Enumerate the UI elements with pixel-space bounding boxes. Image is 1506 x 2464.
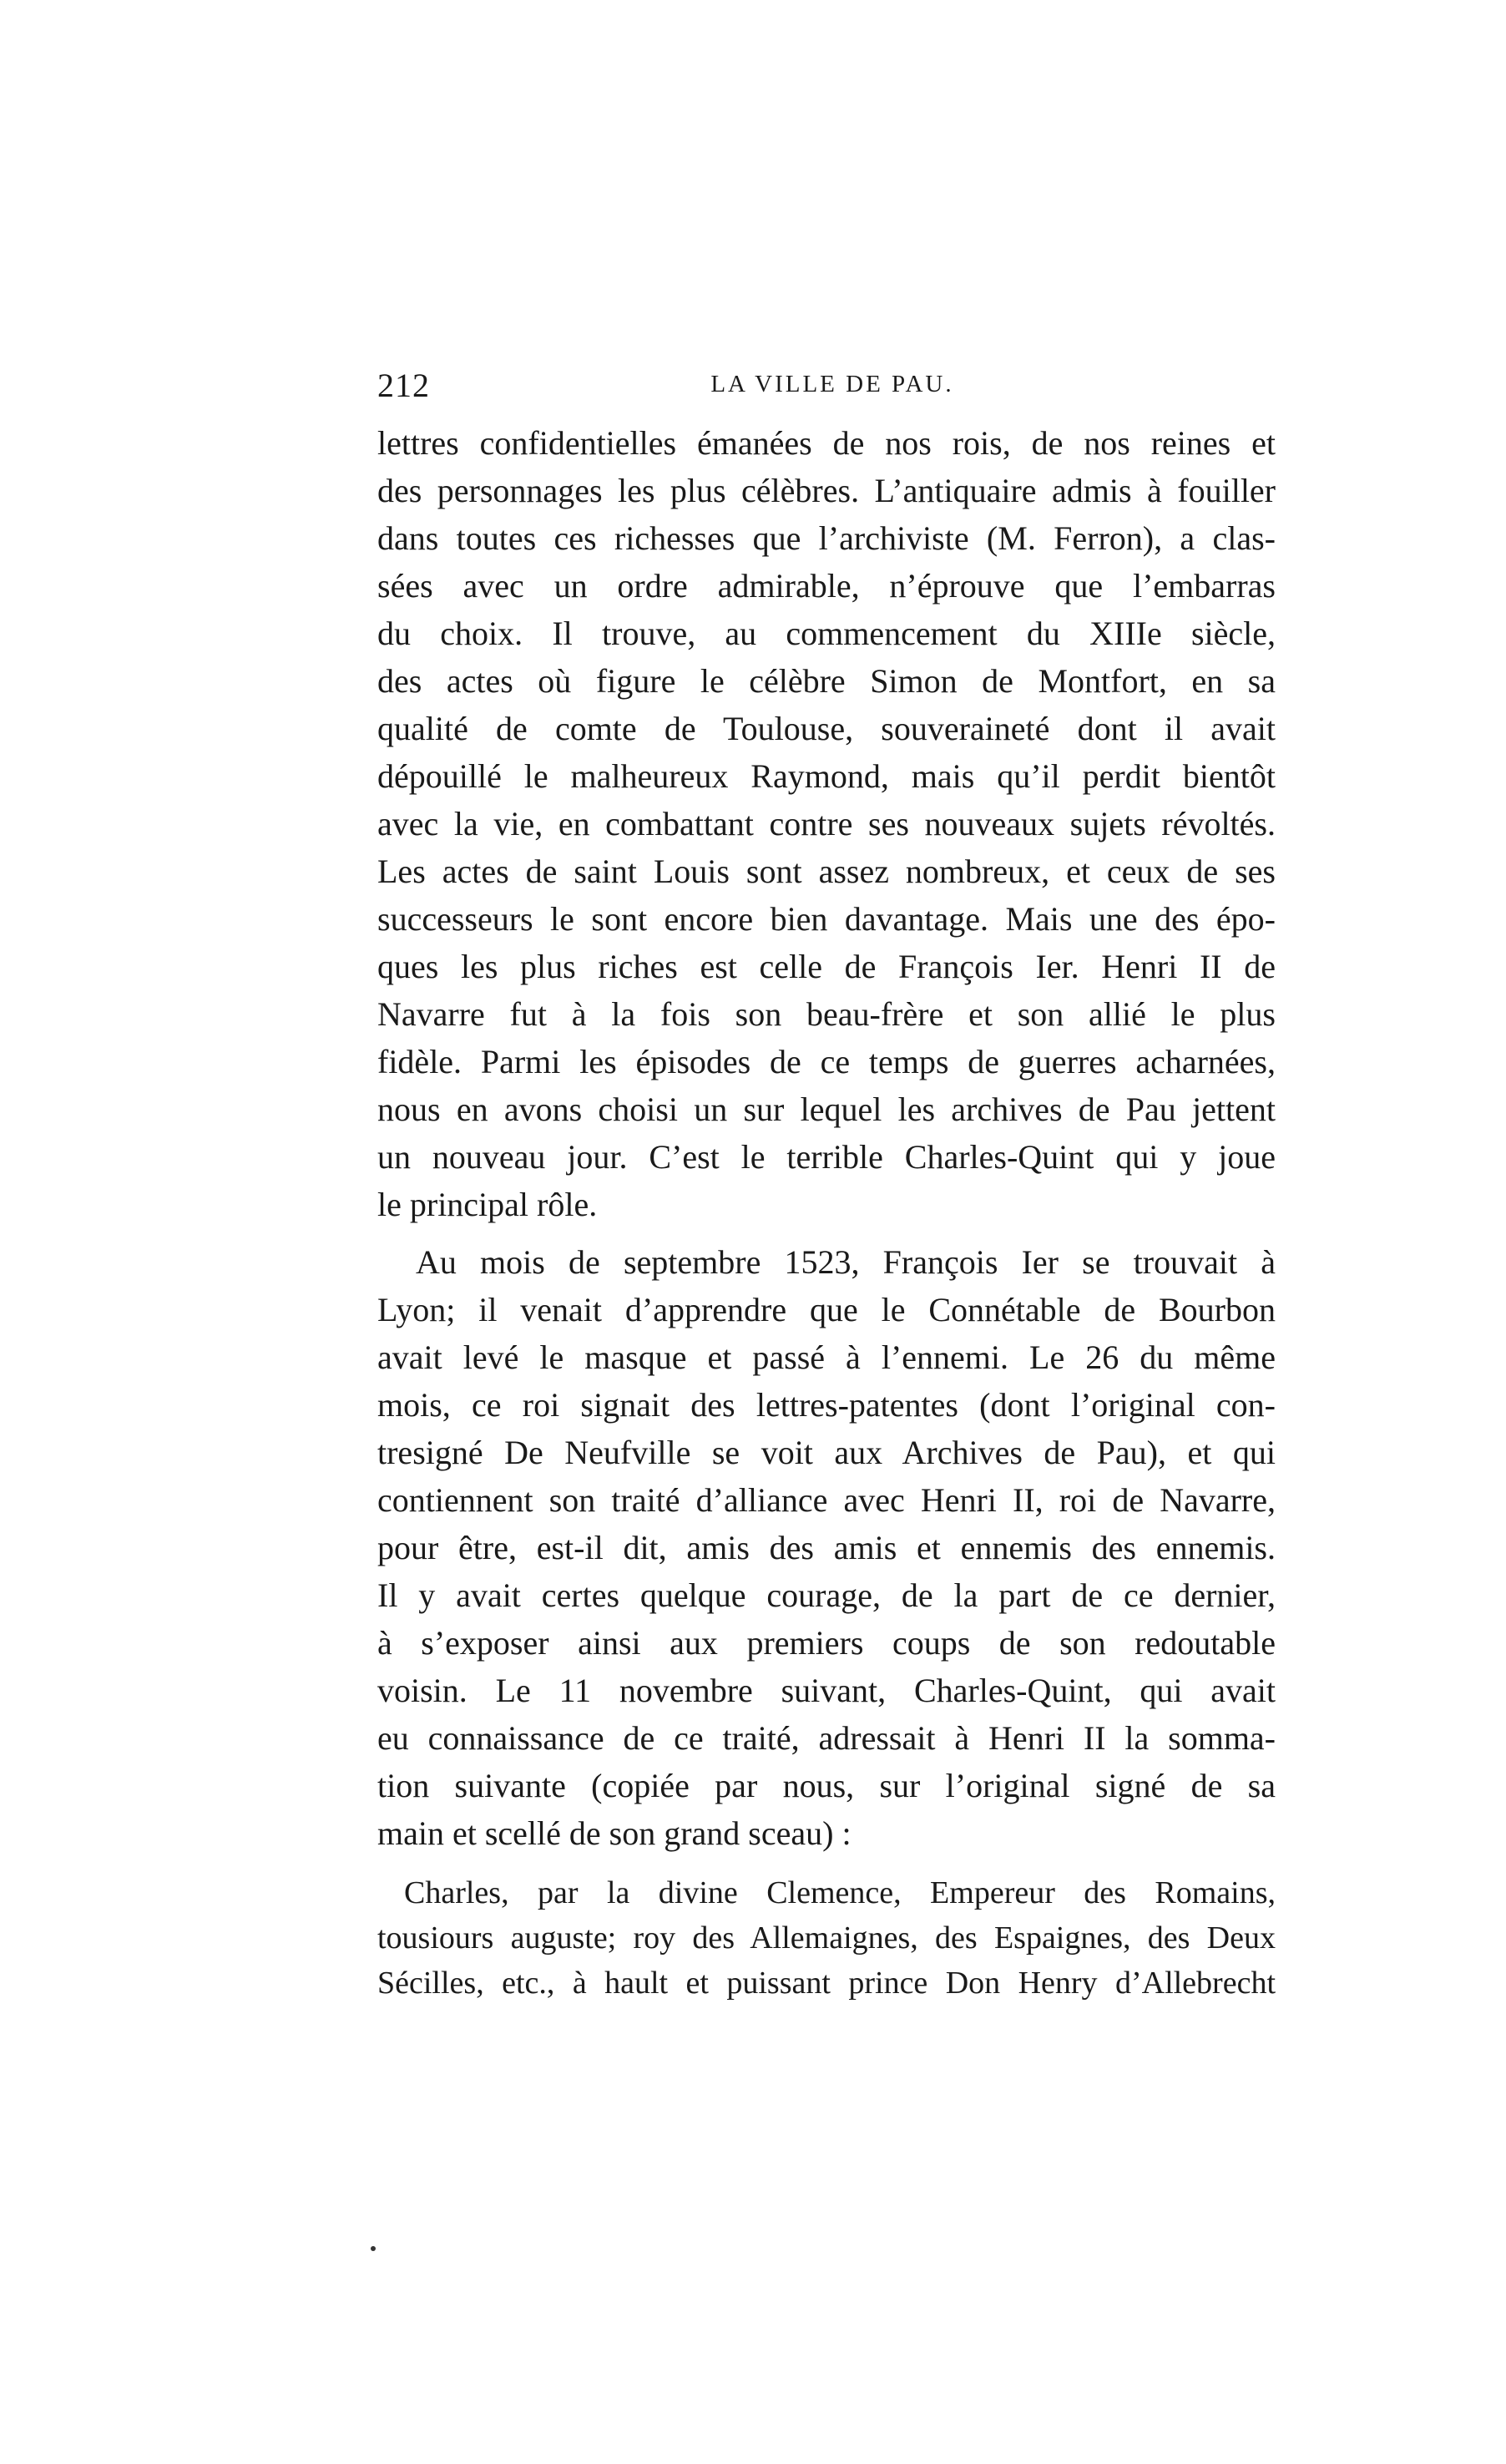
quote-line: tousiours auguste; roy des Allemaignes, des Espaignes, des Deux (377, 1920, 1276, 1956)
text-line: Les actes de saint Louis sont assez nombreux, et ceux de ses (377, 853, 1276, 890)
text-line: Il y avait certes quelque courage, de la part de ce dernier, (377, 1576, 1276, 1614)
text-line: le principal rôle. (377, 1186, 598, 1223)
text-line: voisin. Le 11 novembre suivant, Charles-Quint, qui avait (377, 1672, 1276, 1709)
quote-line: Charles, par la divine Clemence, Empereur des Romains, (404, 1875, 1276, 1910)
text-line: sées avec un ordre admirable, n’éprouve que l’embarras (377, 567, 1276, 605)
quoted-letter (377, 1870, 1276, 2006)
text-line: eu connaissance de ce traité, adressait à Henri II la somma- (377, 1719, 1276, 1757)
quote-spacer (377, 1857, 1276, 1870)
text-line: Au mois de septembre 1523, François Ier se trouvait à (416, 1243, 1276, 1281)
text-line: nous en avons choisi un sur lequel les archives de Pau jettent (377, 1090, 1276, 1128)
text-line: à s’exposer ainsi aux premiers coups de son redoutable (377, 1624, 1276, 1662)
text-line: main et scellé de son grand sceau) : (377, 1814, 852, 1852)
text-line: avec la vie, en combattant contre ses nouveaux sujets révoltés. (377, 805, 1276, 842)
text-line: lettres confidentielles émanées de nos rois, de nos reines et (377, 424, 1276, 462)
text-line: des personnages les plus célèbres. L’antiquaire admis à fouiller (377, 472, 1276, 509)
text-line: un nouveau jour. C’est le terrible Charles-Quint qui y joue (377, 1138, 1276, 1176)
text-line: tresigné De Neufville se voit aux Archives de Pau), et qui (377, 1434, 1276, 1471)
page-number: 212 (377, 367, 430, 404)
text-line: ques les plus riches est celle de François Ier. Henri II de (377, 948, 1276, 985)
text-line: Navarre fut à la fois son beau-frère et son allié le plus (377, 995, 1276, 1033)
text-line: successeurs le sont encore bien davantage. Mais une des épo- (377, 900, 1276, 938)
text-line: du choix. Il trouve, au commencement du XIIIe siècle, (377, 615, 1276, 652)
print-speck (371, 2246, 376, 2251)
text-line: Lyon; il venait d’apprendre que le Connétable de Bourbon (377, 1291, 1276, 1328)
text-line: dépouillé le malheureux Raymond, mais qu’il perdit bientôt (377, 757, 1276, 795)
text-line: mois, ce roi signait des lettres-patentes (dont l’original con- (377, 1386, 1276, 1424)
text-line: contiennent son traité d’alliance avec Henri II, roi de Navarre, (377, 1481, 1276, 1519)
text-line: qualité de comte de Toulouse, souveraineté dont il avait (377, 710, 1276, 747)
quote-line: Sécilles, etc., à hault et puissant prince Don Henry d’Allebrecht (377, 1966, 1276, 2001)
text-line: avait levé le masque et passé à l’ennemi. Le 26 du même (377, 1338, 1276, 1376)
running-title: LA VILLE DE PAU. (710, 371, 954, 397)
paragraph-archives (377, 419, 1276, 1228)
page-header (377, 366, 1287, 416)
text-line: tion suivante (copiée par nous, sur l’original signé de sa (377, 1767, 1276, 1804)
paragraph-spacer (377, 1228, 1276, 1238)
paragraph-treaty (377, 1238, 1276, 1857)
text-line: fidèle. Parmi les épisodes de ce temps de guerres acharnées, (377, 1043, 1276, 1080)
body-text (377, 419, 1276, 2006)
text-line: pour être, est-il dit, amis des amis et ennemis des ennemis. (377, 1529, 1276, 1566)
text-line: dans toutes ces richesses que l’archiviste (M. Ferron), a clas- (377, 519, 1276, 557)
text-line: des actes où figure le célèbre Simon de Montfort, en sa (377, 662, 1276, 700)
